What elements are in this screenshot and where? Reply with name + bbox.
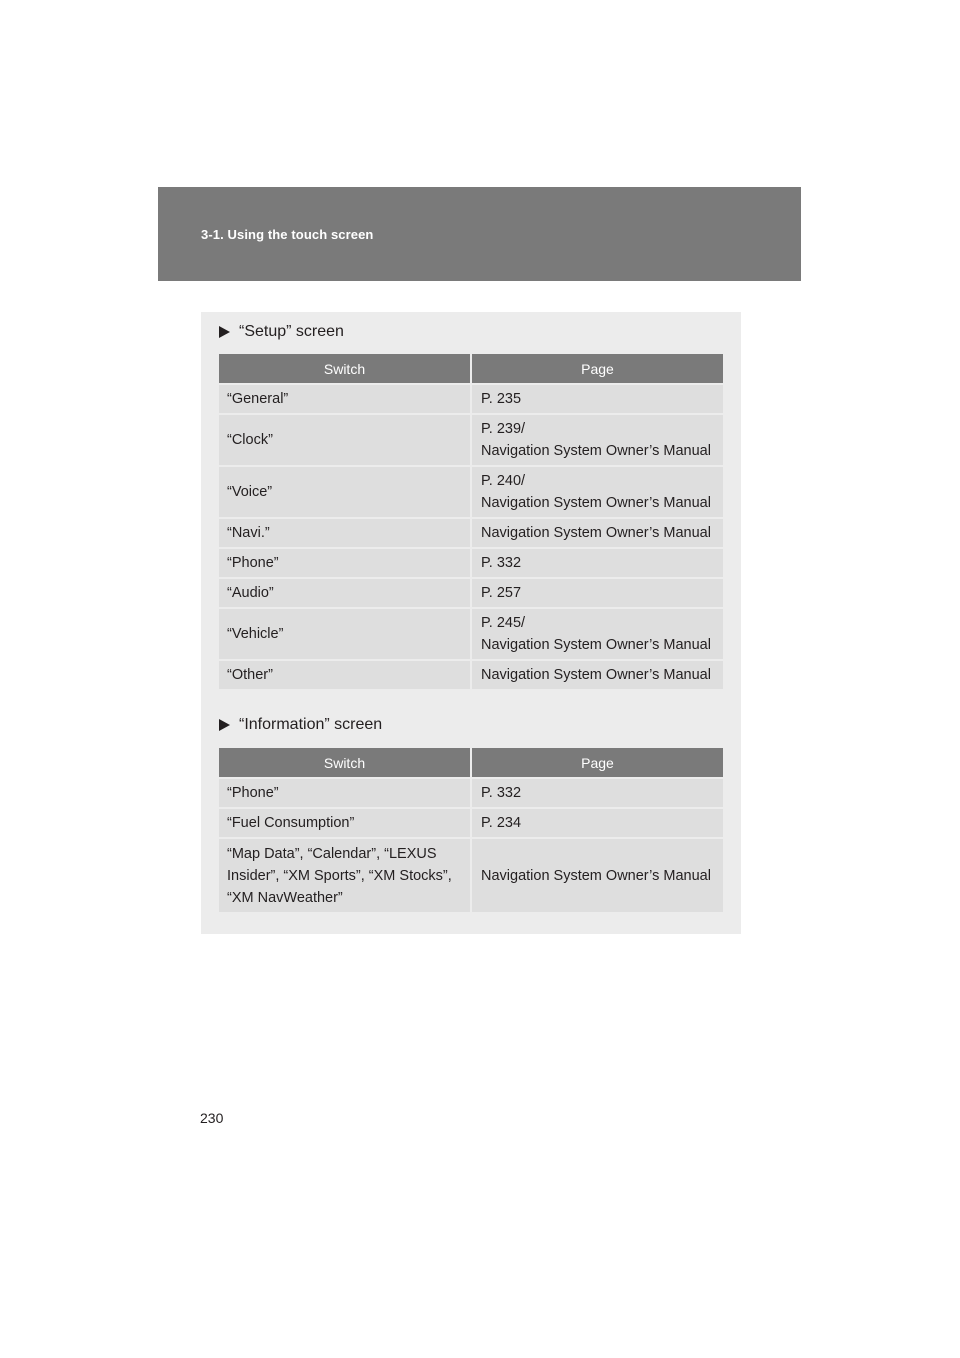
switch-cell: “Phone”: [219, 548, 471, 578]
page-cell: [471, 608, 723, 660]
manual-ref: Navigation System Owner’s Manual: [481, 637, 711, 653]
page-cell: Navigation System Owner’s Manual: [471, 660, 723, 689]
page-cell: Navigation System Owner’s Manual: [471, 518, 723, 548]
setup-heading-text: “Setup” screen: [239, 323, 344, 340]
switch-cell: “Phone”: [219, 778, 471, 808]
switch-cell: “Voice”: [219, 466, 471, 518]
table-row: [219, 466, 723, 518]
switch-cell: “Clock”: [219, 414, 471, 466]
table-row: [219, 778, 723, 808]
setup-table: [219, 354, 723, 689]
table-row: [219, 414, 723, 466]
switch-cell: “General”: [219, 384, 471, 414]
switch-cell: “Navi.”: [219, 518, 471, 548]
switch-cell: “Vehicle”: [219, 608, 471, 660]
chapter-header: [158, 187, 801, 281]
page-ref: P. 240/: [481, 473, 526, 489]
page-number: 230: [200, 1110, 224, 1126]
switch-cell: “Map Data”, “Calendar”, “LEXUS Insider”, “XM Sports”, “XM Stocks”, “XM NavWeather”: [219, 838, 471, 912]
switch-cell: “Fuel Consumption”: [219, 808, 471, 838]
switch-cell: “Audio”: [219, 578, 471, 608]
information-heading-text: “Information” screen: [239, 716, 383, 733]
page-cell: P. 332: [471, 778, 723, 808]
table-row: [219, 838, 723, 912]
information-heading: [219, 716, 382, 734]
table-row: [219, 608, 723, 660]
manual-ref: Navigation System Owner’s Manual: [481, 443, 711, 459]
switch-cell: “Other”: [219, 660, 471, 689]
column-header-page: Page: [471, 354, 723, 384]
page-cell: P. 257: [471, 578, 723, 608]
information-table: [219, 748, 723, 912]
page-ref: P. 245/: [481, 615, 526, 631]
page-cell: P. 235: [471, 384, 723, 414]
table-row: [219, 384, 723, 414]
table-row: [219, 548, 723, 578]
table-row: [219, 808, 723, 838]
page-cell: [471, 466, 723, 518]
manual-ref: Navigation System Owner’s Manual: [481, 495, 711, 511]
setup-heading: [219, 323, 344, 341]
page-cell: P. 234: [471, 808, 723, 838]
table-row: [219, 518, 723, 548]
triangle-bullet-icon: [219, 326, 230, 338]
content-panel: [201, 312, 741, 934]
page-cell: P. 332: [471, 548, 723, 578]
page-cell: Navigation System Owner’s Manual: [471, 838, 723, 912]
section-title: 3-1. Using the touch screen: [201, 227, 374, 242]
triangle-bullet-icon: [219, 719, 230, 731]
column-header-switch: Switch: [219, 748, 471, 778]
column-header-switch: Switch: [219, 354, 471, 384]
table-row: [219, 660, 723, 689]
page-ref: P. 239/: [481, 421, 526, 437]
table-row: [219, 578, 723, 608]
page-cell: [471, 414, 723, 466]
column-header-page: Page: [471, 748, 723, 778]
